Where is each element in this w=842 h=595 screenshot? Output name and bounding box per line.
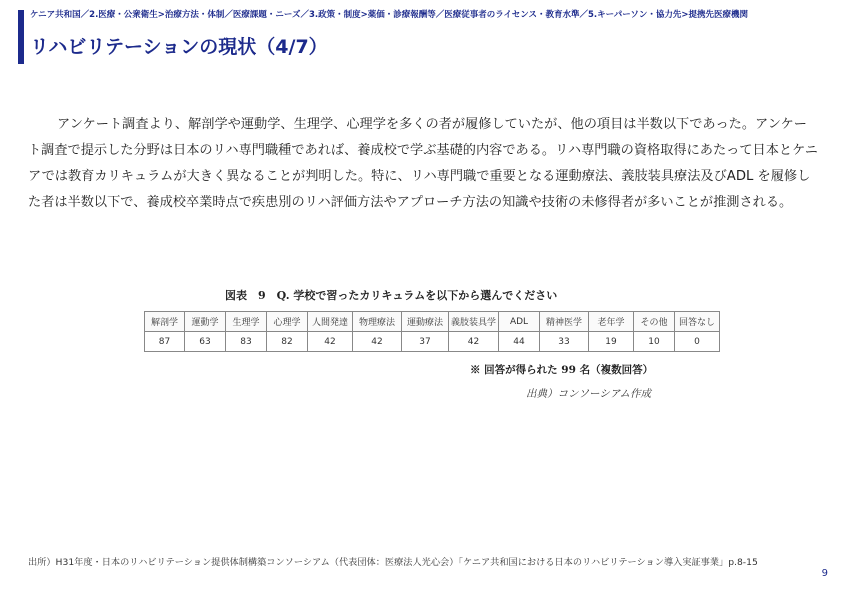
table-value-cell: 42 <box>353 332 402 352</box>
table-value-cell: 82 <box>267 332 308 352</box>
table-header-cell: 解剖学 <box>145 312 185 332</box>
table-header-row <box>145 312 720 332</box>
table-value-cell: 10 <box>634 332 675 352</box>
table-header-cell: 心理学 <box>267 312 308 332</box>
table-value-cell: 37 <box>402 332 449 352</box>
figure-title: 図表 9 Q. 学校で習ったカリキュラムを以下から選んでください <box>225 289 558 302</box>
table-value-cell: 0 <box>675 332 720 352</box>
table-header-cell: 運動療法 <box>402 312 449 332</box>
table-header-cell: 運動学 <box>185 312 226 332</box>
table-value-cell: 19 <box>589 332 634 352</box>
table-header-cell: 物理療法 <box>353 312 402 332</box>
curriculum-table <box>144 311 720 352</box>
table-header-cell: 人間発達 <box>308 312 353 332</box>
table-header-cell: その他 <box>634 312 675 332</box>
table-value-cell: 33 <box>540 332 589 352</box>
table-header-cell: 義肢装具学 <box>449 312 499 332</box>
table-value-cell: 42 <box>308 332 353 352</box>
page-number: 9 <box>821 568 828 579</box>
page-title: リハビリテーションの現状（4/7） <box>30 36 328 58</box>
title-accent-bar <box>18 10 24 64</box>
body-paragraph: アンケート調査より、解剖学や運動学、生理学、心理学を多くの者が履修していたが、他の項目は半数以下であった。アンケート調査で提示した分野は日本のリハ専門職種であれば、養成校で学ぶ基礎的内容である。リハ専門職の資格取得にあたって日本とケニアでは教育カリキュラムが大きく異なることが判明した。特に、リハ専門職で重要となる運動療法、義肢装具療法及びADL を履修した者は半数以下で、養成校卒業時点で疾患別のリハ評価方法やアプローチ方法の知識や技術の未修得者が多いことが推測される。 <box>28 117 818 210</box>
figure-source: 出典）コンソーシアム作成 <box>526 388 652 400</box>
table-value-cell: 44 <box>499 332 540 352</box>
respondent-note: ※ 回答が得られた 99 名（複数回答） <box>470 364 654 376</box>
table-value-cell: 63 <box>185 332 226 352</box>
table-value-row <box>145 332 720 352</box>
breadcrumb: ケニア共和国／2.医療・公衆衛生>治療方法・体制／医療課題・ニーズ／3.政策・制度>薬価・診療報酬等／医療従事者のライセンス・教育水準／5.キーパーソン・協力先>提携先医療機関 <box>30 10 749 20</box>
table-header-cell: 回答なし <box>675 312 720 332</box>
table-value-cell: 42 <box>449 332 499 352</box>
table-header-cell: 生理学 <box>226 312 267 332</box>
table-header-cell: 精神医学 <box>540 312 589 332</box>
table-header-cell: 老年学 <box>589 312 634 332</box>
table-value-cell: 87 <box>145 332 185 352</box>
table-header-cell: ADL <box>499 312 540 332</box>
table-value-cell: 83 <box>226 332 267 352</box>
footnote-source: 出所）H31年度・日本のリハビリテーション提供体制構築コンソーシアム（代表団体：医療法人光心会）「ケニア共和国における日本のリハビリテーション導入実証事業」p.8-15 <box>28 557 758 568</box>
